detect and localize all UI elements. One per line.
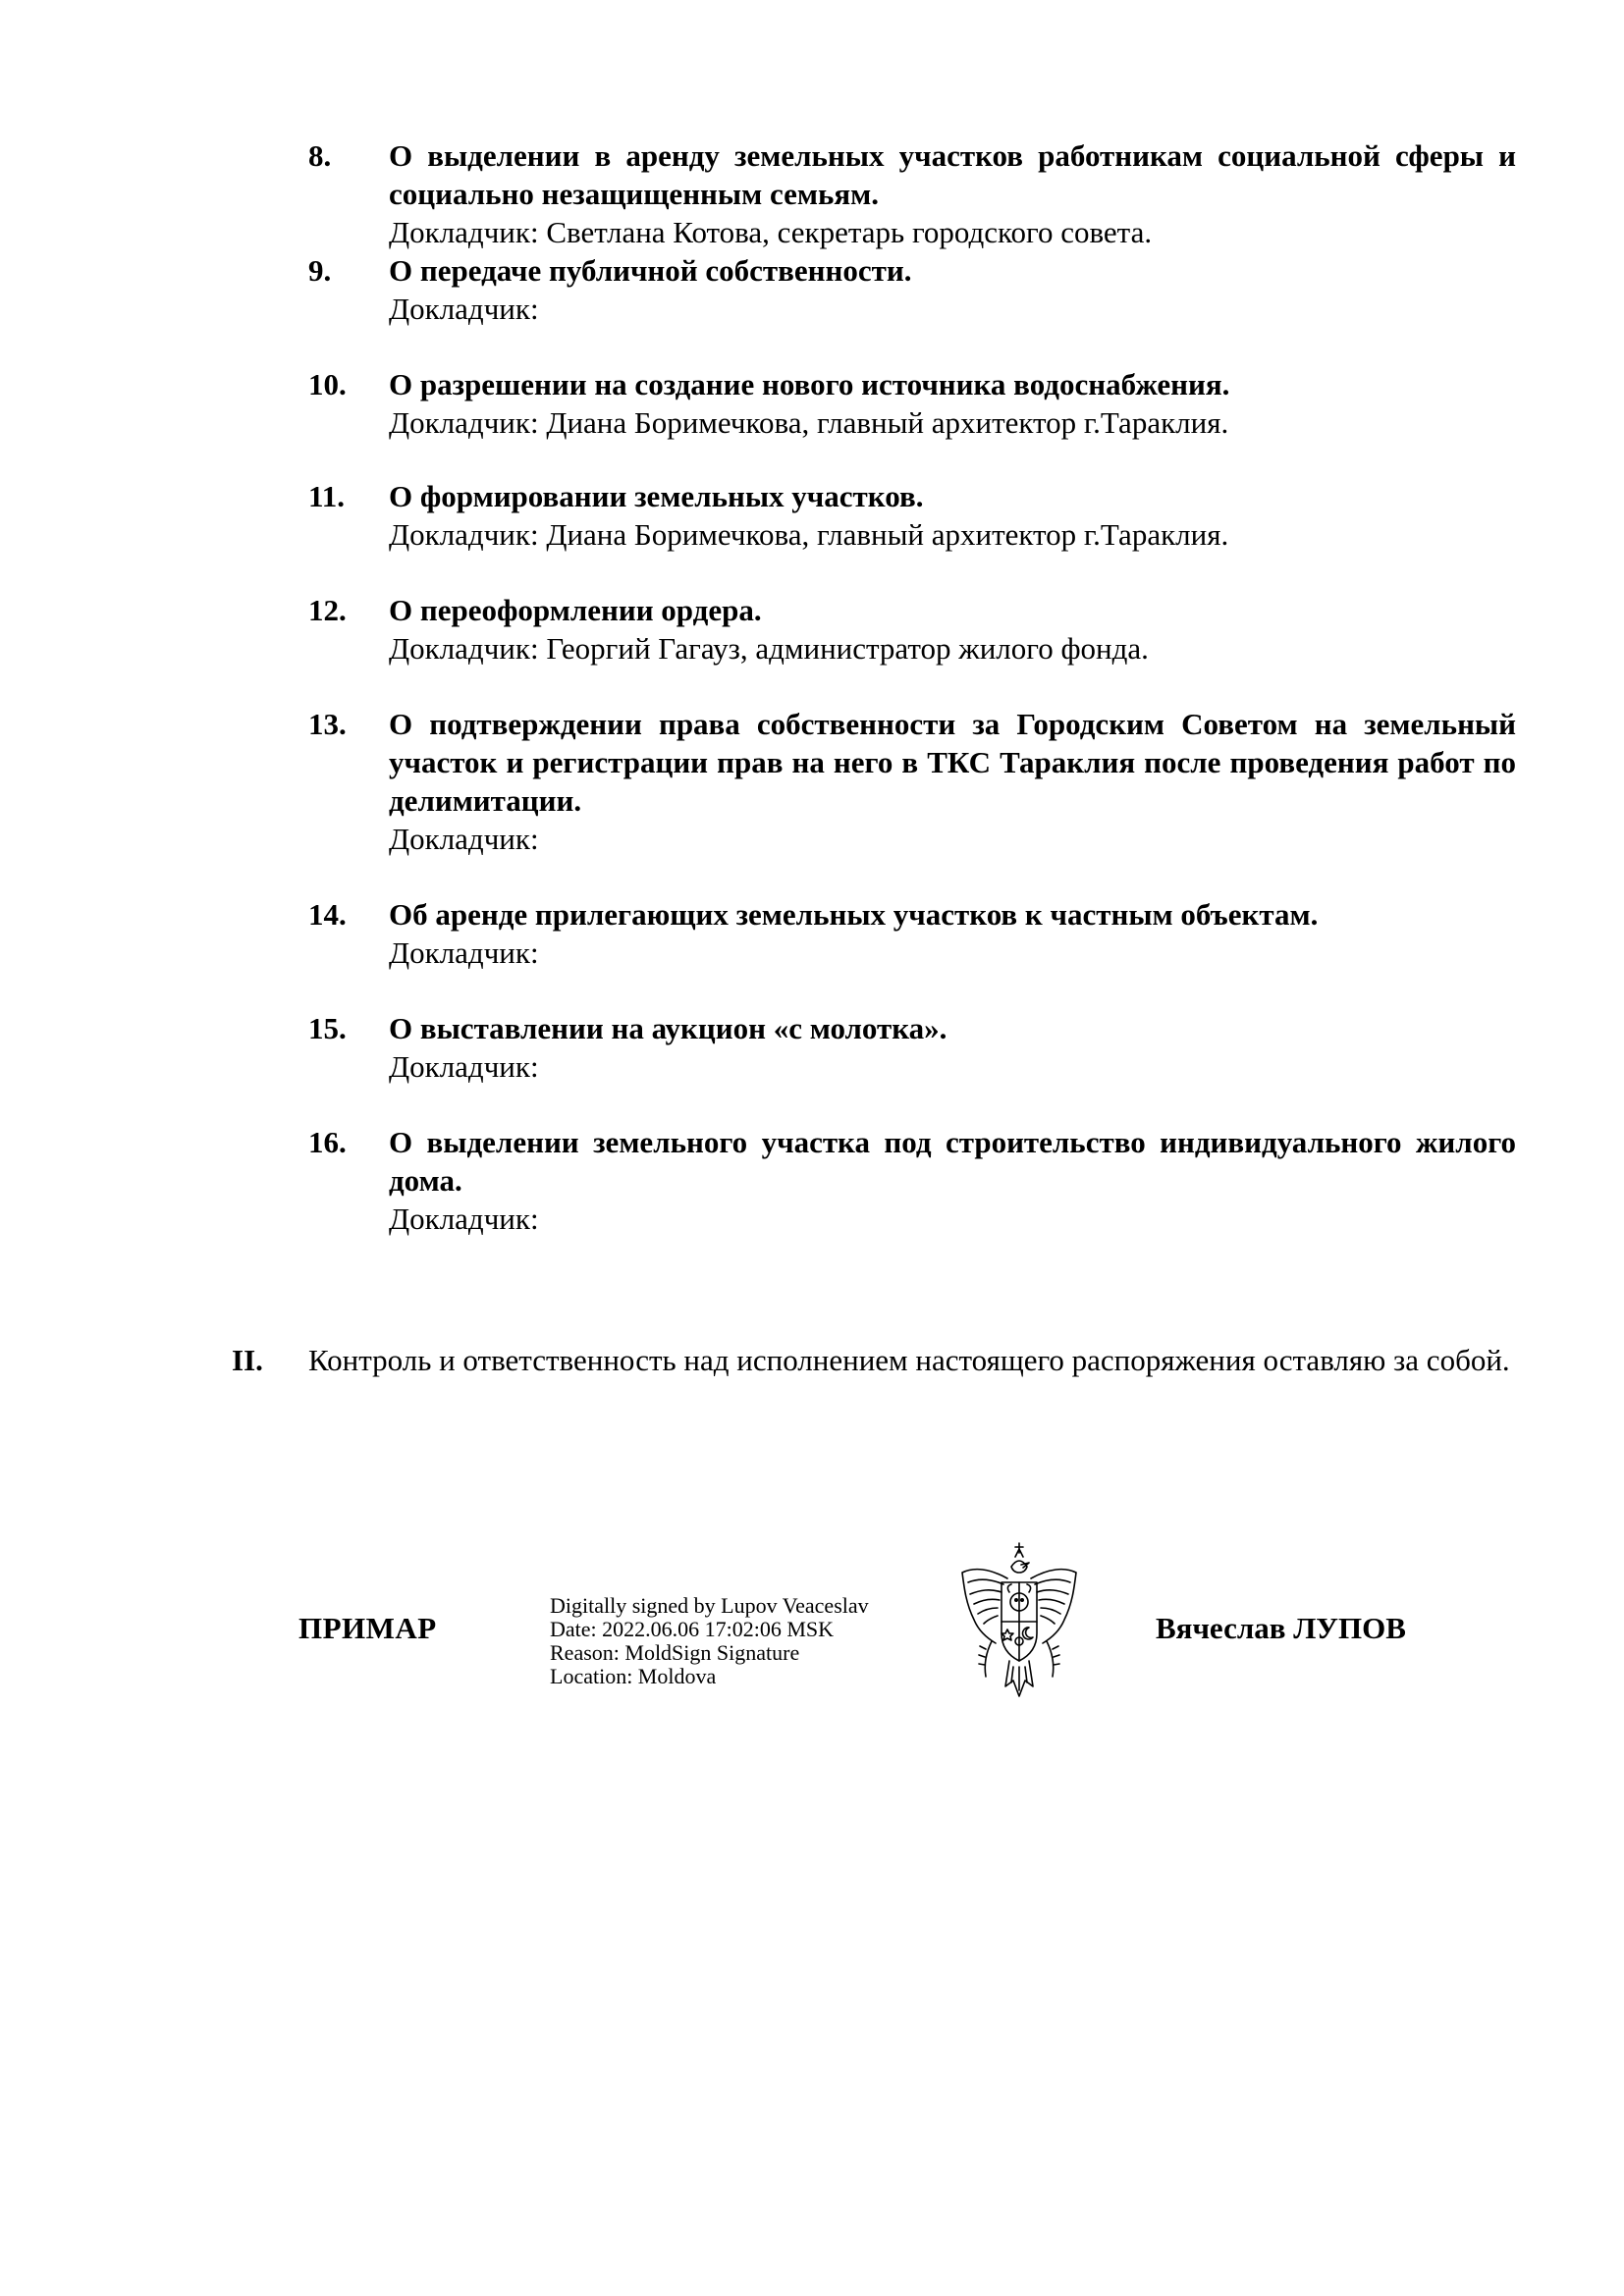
digital-signature-line: Date: 2022.06.06 17:02:06 MSK [550,1617,835,1641]
agenda-item-speaker: Докладчик: [389,1049,539,1084]
agenda-item-title: О выставлении на аукцион «с молотка». [389,1011,947,1045]
agenda-item-speaker: Докладчик: [389,935,539,970]
moldova-coat-of-arms-icon [956,1539,1082,1702]
section-text: Контроль и ответственность над исполнением настоящего распоряжения оставляю за собой. [308,1343,1510,1377]
section-numeral: II. [232,1343,263,1377]
agenda-item-number: 16. [308,1125,347,1159]
agenda-item-title: Об аренде прилегающих земельных участков к частным объектам. [389,897,1319,932]
agenda-item-14 [308,895,1516,972]
agenda-item-number: 9. [308,253,332,288]
agenda-item-number: 11. [308,479,346,513]
agenda-item-title: О выделении земельного участка под строительство индивидуального жилого дома. [389,1125,1516,1198]
section-ii [232,1341,1518,1380]
signatory-name: Вячеслав ЛУПОВ [1156,1611,1406,1645]
digital-signature-line: Location: Moldova [550,1664,717,1688]
agenda-item-title: О переоформлении ордера. [389,593,762,627]
agenda-item-title: О формировании земельных участков. [389,479,924,513]
agenda-item-number: 15. [308,1011,347,1045]
signatory-role: ПРИМАР [298,1611,437,1645]
agenda-item-number: 14. [308,897,347,932]
agenda-item-speaker: Докладчик: [389,1201,539,1236]
agenda-item-number: 13. [308,707,347,741]
agenda-item-15 [308,1009,1516,1086]
agenda-item-11 [308,477,1516,554]
agenda-item-number: 8. [308,138,332,173]
agenda-item-title: О передаче публичной собственности. [389,253,912,288]
agenda-item-speaker: Докладчик: Диана Боримечкова, главный архитектор г.Тараклия. [389,517,1229,552]
digital-signature-block [550,1594,869,1688]
agenda-item-speaker: Докладчик: Диана Боримечкова, главный архитектор г.Тараклия. [389,405,1229,440]
agenda-item-8 [308,136,1516,251]
agenda-item-12 [308,591,1516,667]
agenda-item-number: 12. [308,593,347,627]
agenda-item-speaker: Докладчик: Георгий Гагауз, администратор жилого фонда. [389,631,1149,666]
agenda-item-title: О разрешении на создание нового источника водоснабжения. [389,367,1230,401]
agenda-item-9 [308,251,1516,328]
agenda-item-16 [308,1123,1516,1238]
agenda-item-10 [308,365,1516,442]
agenda-item-speaker: Докладчик: Светлана Котова, секретарь городского совета. [389,215,1153,249]
agenda-item-speaker: Докладчик: [389,292,539,326]
agenda-item-title: О выделении в аренду земельных участков работникам социальной сферы и социально незащищенным семьям. [389,138,1516,211]
agenda-item-13 [308,705,1516,858]
agenda-item-title: О подтверждении права собственности за Городским Советом на земельный участок и регистрации прав на него в ТКС Тараклия после проведения работ по делимитации. [389,707,1516,818]
digital-signature-line: Digitally signed by Lupov Veaceslav [550,1593,869,1618]
digital-signature-line: Reason: MoldSign Signature [550,1640,800,1665]
agenda-item-number: 10. [308,367,347,401]
agenda-item-speaker: Докладчик: [389,822,539,856]
